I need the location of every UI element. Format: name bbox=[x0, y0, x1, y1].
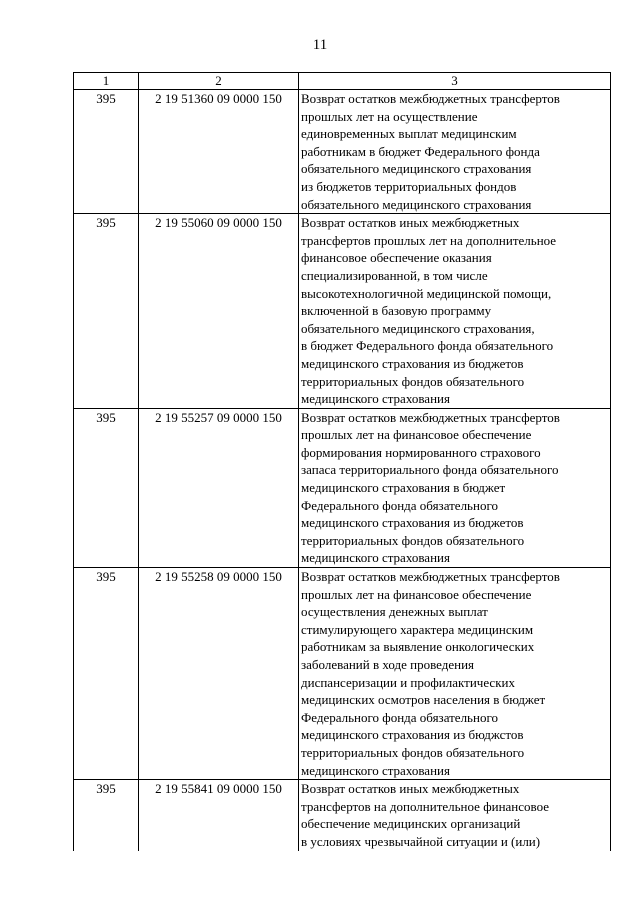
income-name-line: Федерального фонда обязательного bbox=[301, 709, 498, 725]
income-name-line: прошлых лет на финансовое обеспечение bbox=[301, 586, 532, 602]
table-row bbox=[74, 214, 611, 409]
income-name-line: медицинского страхования bbox=[301, 391, 450, 407]
income-name-line: Возврат остатков межбюджетных трансфертов bbox=[301, 409, 560, 425]
income-name-cell bbox=[299, 780, 611, 851]
income-name-line: медицинского страхования bbox=[301, 550, 450, 566]
income-name-line: медицинского страхования bbox=[301, 762, 450, 778]
budget-classification-table bbox=[73, 72, 611, 851]
table-row bbox=[74, 408, 611, 567]
income-name-cell bbox=[299, 90, 611, 214]
table-row bbox=[74, 568, 611, 780]
budget-code-cell: 2 19 55258 09 0000 150 bbox=[139, 568, 299, 780]
income-name-line: медицинского страхования из бюджстов bbox=[301, 727, 524, 743]
income-name-line: финансовое обеспечение оказания bbox=[301, 250, 492, 266]
income-name-line: трансфертов прошлых лет на дополнительное bbox=[301, 232, 557, 248]
income-name-line: в бюджет Федерального фонда обязательного bbox=[301, 338, 554, 354]
income-name-line: Возврат остатков иных межбюджетных bbox=[301, 215, 520, 231]
budget-code-cell: 2 19 55257 09 0000 150 bbox=[139, 408, 299, 567]
income-name-line: прошлых лет на осуществление bbox=[301, 108, 478, 124]
income-name-line: работникам в бюджет Федерального фонда bbox=[301, 143, 540, 159]
income-name-line: высокотехнологичной медицинской помощи, bbox=[301, 285, 552, 301]
income-name-line: заболеваний в ходе проведения bbox=[301, 657, 475, 672]
income-name-line: формирования нормированного страхового bbox=[301, 444, 541, 460]
income-name-line: из бюджетов территориальных фондов bbox=[301, 178, 517, 194]
column-header-3: 3 bbox=[299, 73, 611, 90]
income-name-line: работникам за выявление онкологических bbox=[301, 639, 535, 655]
admin-code-cell: 395 bbox=[74, 214, 139, 409]
budget-code-cell: 2 19 51360 09 0000 150 bbox=[139, 90, 299, 214]
column-header-1: 1 bbox=[74, 73, 139, 90]
income-name-line: единовременных выплат медицинским bbox=[301, 126, 517, 142]
income-name-line: осуществления денежных выплат bbox=[301, 604, 488, 620]
income-name-line: стимулирующего характера медицинским bbox=[301, 621, 534, 637]
table-body bbox=[74, 90, 611, 851]
income-name-line: Возврат остатков межбюджетных трансфертов bbox=[301, 91, 560, 106]
income-name-cell bbox=[299, 214, 611, 409]
admin-code-cell: 395 bbox=[74, 408, 139, 567]
table-row bbox=[74, 780, 611, 851]
income-name-line: территориальных фондов обязательного bbox=[301, 744, 525, 760]
income-name-line: Возврат остатков иных межбюджетных bbox=[301, 781, 520, 797]
income-name-line: медицинского страхования в бюджет bbox=[301, 480, 506, 496]
page-number: 11 bbox=[312, 37, 328, 53]
income-name-line: прошлых лет на финансовое обеспечение bbox=[301, 427, 532, 443]
budget-code-cell: 2 19 55841 09 0000 150 bbox=[139, 780, 299, 851]
income-name-line: медицинских осмотров населения в бюджет bbox=[301, 692, 546, 708]
admin-code-cell: 395 bbox=[74, 568, 139, 780]
income-name-line: специализированной, в том числе bbox=[301, 267, 488, 283]
income-name-cell bbox=[299, 568, 611, 780]
budget-code-cell: 2 19 55060 09 0000 150 bbox=[139, 214, 299, 409]
income-name-line: в условиях чрезвычайной ситуации и (или) bbox=[301, 833, 541, 849]
income-name-line: трансфертов на дополнительное финансовое bbox=[301, 798, 550, 814]
table-header-row bbox=[74, 73, 611, 90]
admin-code-cell: 395 bbox=[74, 780, 139, 851]
income-name-line: территориальных фондов обязательного bbox=[301, 532, 525, 548]
column-header-2: 2 bbox=[139, 73, 299, 90]
table-row bbox=[74, 90, 611, 214]
income-name-line: запаса территориального фонда обязательного bbox=[301, 462, 559, 478]
income-name-line: территориальных фондов обязательного bbox=[301, 373, 525, 389]
income-name-line: обеспечение медицинских организаций bbox=[301, 816, 521, 832]
income-name-line: Федерального фонда обязательного bbox=[301, 497, 498, 513]
income-name-line: диспансеризации и профилактических bbox=[301, 674, 515, 690]
income-name-line: Возврат остатков межбюджетных трансфертов bbox=[301, 569, 560, 585]
income-name-line: обязательного медицинского страхования bbox=[301, 196, 532, 212]
income-name-cell bbox=[299, 408, 611, 567]
income-name-line: медицинского страхования из бюджетов bbox=[301, 355, 524, 371]
income-name-line: медицинского страхования из бюджетов bbox=[301, 515, 524, 531]
admin-code-cell: 395 bbox=[74, 90, 139, 214]
income-name-line: обязательного медицинского страхования bbox=[301, 161, 532, 177]
income-name-line: включенной в базовую программу bbox=[301, 303, 492, 319]
income-name-line: обязательного медицинского страхования, bbox=[301, 320, 535, 336]
